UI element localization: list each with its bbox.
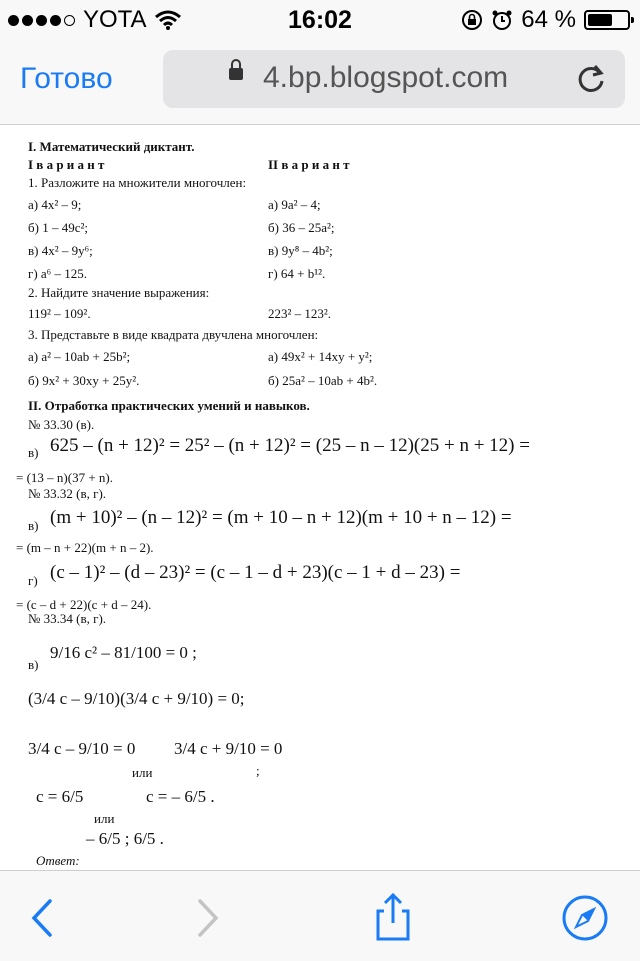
doc-line: 119² – 109². [28,306,91,321]
orientation-lock-icon [461,9,483,31]
doc-line: а) 49x² + 14xy + y²; [268,349,373,364]
browser-navbar [0,40,640,125]
doc-line: 2. Найдите значение выражения: [28,285,210,300]
battery-icon [584,10,630,30]
doc-line: г) a⁶ – 125. [28,266,87,281]
doc-line: 625 – (n + 12)² = 25² – (n + 12)² = (25 – n – 12)(25 + n + 12) = [50,435,530,456]
forward-icon[interactable] [182,893,232,943]
doc-line: II. Отработка практических умений и навыков. [28,398,310,413]
doc-line: – 6/5 ; 6/5 . [86,829,164,848]
doc-line: 223² – 123². [268,306,332,321]
doc-line: в) 4x² – 9y⁶; [28,243,93,258]
alarm-icon [491,9,513,31]
safari-compass-icon[interactable] [560,893,610,943]
doc-line: c = – 6/5 . [146,787,215,806]
doc-line: г) [28,573,38,588]
carrier-label: YOTA [83,6,147,33]
doc-line: 3. Представьте в виде квадрата двучлена многочлен: [28,327,319,342]
doc-line: б) 25a² – 10ab + 4b². [268,373,378,388]
doc-line: = (c – d + 22)(c + d – 24). [16,597,152,612]
doc-line: б) 36 – 25a²; [268,220,335,235]
doc-line: в) [28,657,39,672]
back-icon[interactable] [18,893,68,943]
doc-line: I. Математический диктант. [28,139,195,154]
doc-line: 1. Разложите на множители многочлен: [28,175,247,190]
doc-line: c = 6/5 [36,787,84,806]
doc-line: № 33.30 (в). [28,417,95,432]
reload-icon[interactable] [573,61,609,97]
doc-line: I в а р и а н т [28,157,105,172]
doc-line: в) [28,445,39,460]
doc-line: (m + 10)² – (n – 12)² = (m + 10 – n + 12)(m + 10 + n – 12) = [50,507,512,528]
doc-line: Ответ: [36,853,80,868]
doc-line: II в а р и а н т [268,157,350,172]
status-bar [0,0,640,40]
doc-line: г) 64 + b¹². [268,266,326,281]
share-icon[interactable] [368,893,418,943]
doc-line: № 33.32 (в, г). [28,486,107,501]
doc-line: 3/4 c + 9/10 = 0 [174,739,283,758]
doc-line: б) 1 – 49c²; [28,220,88,235]
url-bar[interactable] [163,50,625,108]
doc-line: 3/4 c – 9/10 = 0 [28,739,136,758]
battery-percent: 64 % [521,6,576,33]
doc-line: (c – 1)² – (d – 23)² = (c – 1 – d + 23)(c – 1 + d – 23) = [50,562,461,583]
status-time: 16:02 [288,6,352,34]
doc-line: а) 4x² – 9; [28,197,82,212]
doc-line: = (13 – n)(37 + n). [16,470,113,485]
done-button[interactable]: Готово [20,62,113,95]
doc-line: или [132,765,153,780]
doc-line: а) a² – 10ab + 25b²; [28,349,131,364]
doc-line: = (m – n + 22)(m + n – 2). [16,540,154,555]
doc-line: в) [28,518,39,533]
doc-line: № 33.34 (в, г). [28,611,107,626]
battery-fill [588,14,612,26]
doc-line: или [94,811,115,826]
page-content [0,125,640,870]
doc-line: 9/16 c² – 81/100 = 0 ; [50,643,197,662]
doc-line: а) 9a² – 4; [268,197,321,212]
doc-line: ; [256,763,260,778]
status-right [461,6,630,34]
lock-icon [229,68,243,80]
browser-toolbar [0,870,640,961]
url-text: 4.bp.blogspot.com [263,61,509,94]
doc-line: б) 9x² + 30xy + 25y². [28,373,140,388]
doc-line: (3/4 c – 9/10)(3/4 c + 9/10) = 0; [28,689,245,708]
doc-line: в) 9y⁸ – 4b²; [268,243,333,258]
